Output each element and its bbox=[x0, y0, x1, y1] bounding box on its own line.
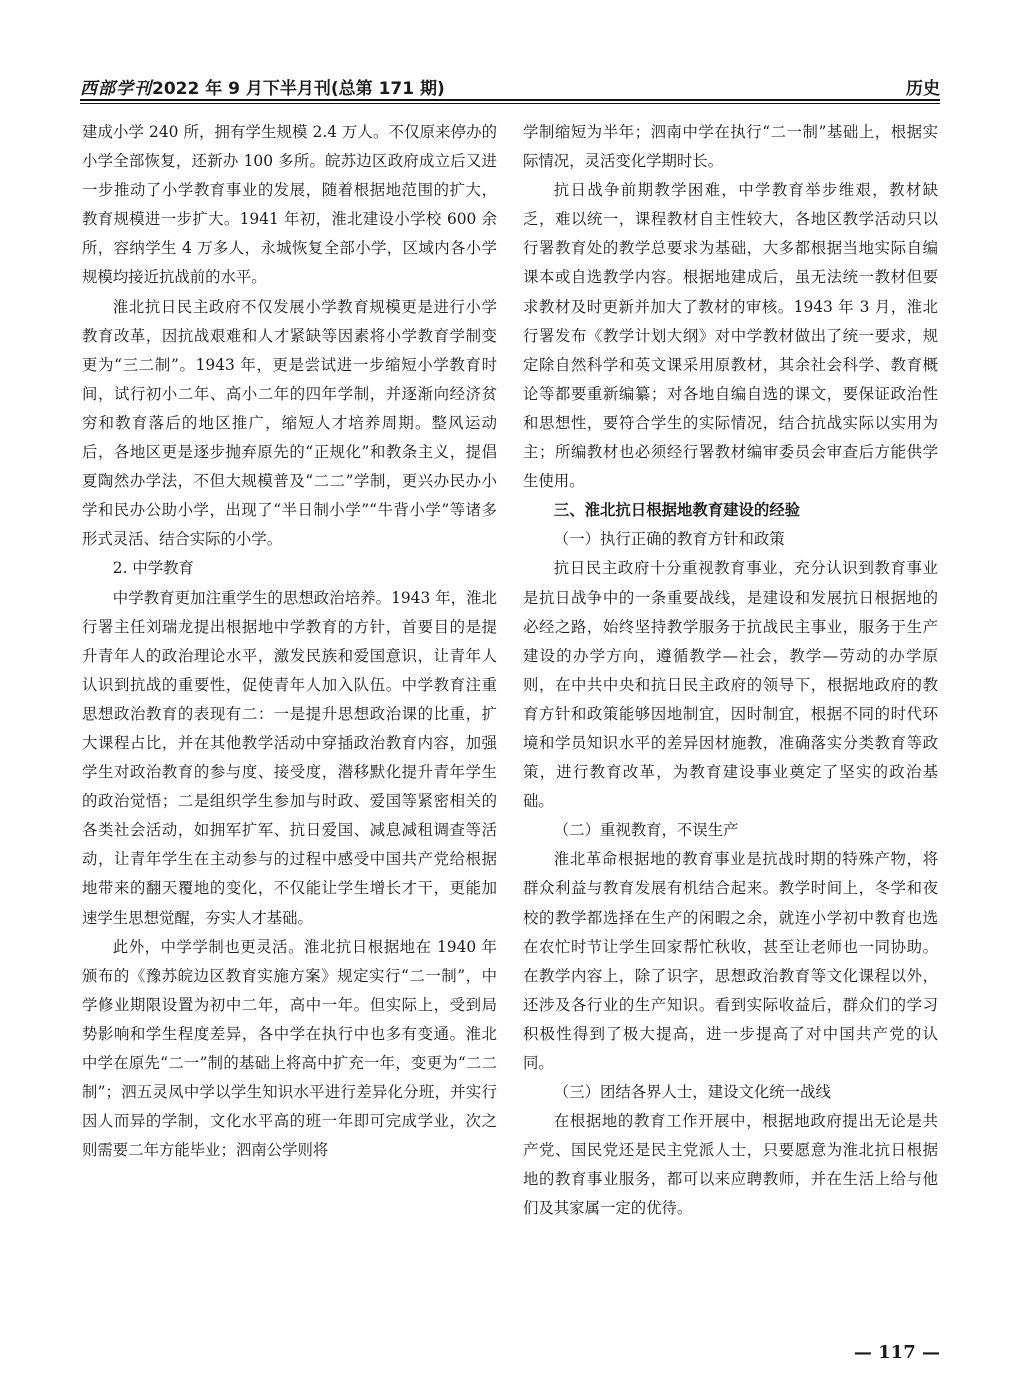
subsection-heading: （二）重视教育，不误生产 bbox=[553, 821, 739, 840]
section-heading: 三、淮北抗日根据地教育建设的经验 bbox=[553, 501, 801, 520]
paragraph: 淮北革命根据地的教育事业是抗战时期的特殊产物，将群众利益与教育发展有机结合起来。教学时间上，冬学和夜校的教学都选择在生产的闲暇之余，就连小学初中教育也选在农忙时节让学生回家帮忙秋收，甚至让老师也一同协助。在教学内容上，除了识字，思想政治教育等文化课程以外，还涉及各行业的生产知识。看到实际收益后，群众们的学习积极性得到了极大提高，进一步提高了对中国共产党的认同。 bbox=[523, 850, 938, 1072]
journal-logo: 西部学刊 bbox=[80, 79, 152, 99]
right-column bbox=[523, 118, 938, 1224]
paragraph: 淮北抗日民主政府不仅发展小学教育规模更是进行小学教育改革，因抗战艰难和人才紧缺等因素将小学教育学制变更为“三二制”。1943 年，更是尝试进一步缩短小学教育时间，试行初小二年、高小二年的四年学制，并逐渐向经济贫穷和教育落后的地区推广，缩短人才培养周期。整风运动后，各地区更是逐步抛弃原先的“正规化”和教条主义，提倡夏陶然办学法，不但大规模普及“二二”学制，更兴办民办小学和民办公助小学，出现了“半日制小学”“牛背小学”等诸多形式灵活、结合实际的小学。 bbox=[82, 297, 497, 549]
paragraph-continued: 学制缩短为半年；泗南中学在执行“二一制”基础上，根据实际情况，灵活变化学期时长。 bbox=[523, 123, 938, 171]
subsection-heading: 2. 中学教育 bbox=[112, 559, 194, 578]
paragraph: 此外，中学学制也更灵活。淮北抗日根据地在 1940 年颁布的《豫苏皖边区教育实施方案》规定实行“二一制”，中学修业期限设置为初中二年，高中一年。但实际上，受到局势影响和学生程度差异，各中学在执行中也多有变通。淮北中学在原先“二一”制的基础上将高中扩充一年，变更为“二二制”；泗五灵凤中学以学生知识水平进行差异化分班，并实行因人而异的学制，文化水平高的班一年即可完成学业，次之则需要二年方能毕业；泗南公学则将 bbox=[82, 937, 497, 1160]
left-column bbox=[82, 118, 497, 1165]
section-label: 历史 bbox=[906, 79, 940, 99]
journal-issue: 2022 年 9 月下半月刊(总第 171 期) bbox=[152, 79, 445, 99]
paragraph: 在根据地的教育工作开展中，根据地政府提出无论是共产党、国民党还是民主党派人士，只要愿意为淮北抗日根据地的教育事业服务，都可以来应聘教师，并在生活上给与他们及其家属一定的优待。 bbox=[523, 1112, 938, 1218]
header-rule-thick bbox=[80, 99, 940, 101]
paragraph: 中学教育更加注重学生的思想政治培养。1943 年，淮北行署主任刘瑞龙提出根据地中学教育的方针，首要目的是提升青年人的政治理论水平，激发民族和爱国意识，让青年人认识到抗战的重要性，促使青年人加入队伍。中学教育注重思想政治教育的表现有二：一是提升思想政治课的比重，扩大课程占比，并在其他教学活动中穿插政治教育内容，加强学生对政治教育的参与度、接受度，潜移默化提升青年学生的政治觉悟；二是组织学生参加与时政、爱国等紧密相关的各类社会活动，如拥军扩军、抗日爱国、减息减租调查等活动，让青年学生在主动参与的过程中感受中国共产党给根据地带来的翻天覆地的变化，不仅能让学生增长才干，更能加速学生思想觉醒，夯实人才基础。 bbox=[82, 588, 497, 927]
paragraph-continued: 建成小学 240 所，拥有学生规模 2.4 万人。不仅原来停办的小学全部恢复，还新办 100 多所。皖苏边区政府成立后又进一步推动了小学教育事业的发展，随着根据地范围的扩大，教育规模进一步扩大。1941 年初，淮北建设小学校 600 余所，容纳学生 4 万多人，永城恢复全部小学，区域内各小学规模均接近抗战前的水平。 bbox=[82, 123, 497, 287]
subsection-heading: （一）执行正确的教育方针和政策 bbox=[553, 530, 785, 549]
header-rule-thin bbox=[80, 103, 940, 104]
subsection-heading: （三）团结各界人士，建设文化统一战线 bbox=[553, 1083, 831, 1102]
paragraph: 抗日战争前期教学困难，中学教育举步维艰，教材缺乏，难以统一，课程教材自主性较大，各地区教学活动只以行署教育处的教学总要求为基础，大多都根据当地实际自编课本或自选教学内容。根据地建成后，虽无法统一教材但要求教材及时更新并加大了教材的审核。1943 年 3 月，淮北行署发布《教学计划大纲》对中学教材做出了统一要求，规定除自然科学和英文课采用原教材，其余社会科学、教育概论等都要重新编纂；对各地自编自选的课文，要保证政治性和思想性，要符合学生的实际情况，结合抗战实际以实用为主；所编教材也必须经行署教材编审委员会审查后方能供学生使用。 bbox=[523, 181, 938, 491]
page-number: — 117 — bbox=[853, 1342, 940, 1363]
paragraph: 抗日民主政府十分重视教育事业，充分认识到教育事业是抗日战争中的一条重要战线，是建设和发展抗日根据地的必经之路，始终坚持教学服务于抗战民主事业，服务于生产建设的办学方向，遵循教学—社会，教学—劳动的办学原则，在中共中央和抗日民主政府的领导下，根据地政府的教育方针和政策能够因地制宜，因时制宜，根据不同的时代环境和学员知识水平的差异因材施教，准确落实分类教育等政策，进行教育改革，为教育建设事业奠定了坚实的政治基础。 bbox=[523, 559, 938, 811]
page-header bbox=[80, 70, 940, 104]
journal-title bbox=[80, 74, 445, 99]
